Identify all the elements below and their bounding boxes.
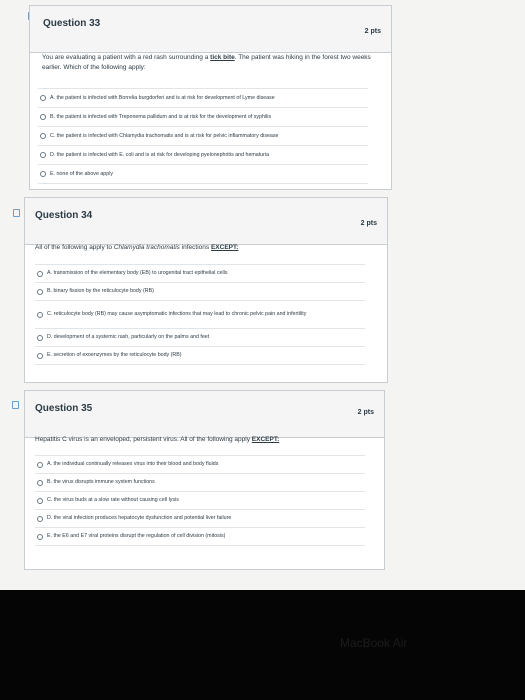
answer-option[interactable] bbox=[35, 329, 365, 347]
radio-icon[interactable] bbox=[37, 534, 43, 540]
prompt-except: EXCEPT: bbox=[210, 244, 239, 251]
answer-option[interactable] bbox=[35, 510, 365, 528]
question-card-34 bbox=[24, 197, 388, 383]
radio-icon[interactable] bbox=[40, 95, 46, 101]
radio-icon[interactable] bbox=[37, 289, 43, 295]
question-card-33 bbox=[29, 5, 392, 190]
answer-option[interactable] bbox=[35, 265, 365, 283]
question-card-35 bbox=[24, 390, 385, 570]
prompt-italic: Chlamydia trachomatis bbox=[113, 244, 180, 251]
radio-icon[interactable] bbox=[37, 335, 43, 341]
radio-icon[interactable] bbox=[37, 312, 43, 318]
prompt-text: . The patient was hiking in the forest two weeks earlier. Which of the following apply: bbox=[42, 54, 371, 71]
question-header bbox=[25, 198, 387, 245]
answer-text: C. reticulocyte body (RB) may cause asymptomatic infections that may lead to chronic pelvic pain and infertility bbox=[47, 311, 307, 317]
question-points: 2 pts bbox=[364, 28, 381, 35]
radio-icon[interactable] bbox=[40, 133, 46, 139]
question-title: Question 33 bbox=[43, 18, 101, 29]
answer-option[interactable] bbox=[38, 146, 368, 165]
prompt-text: Hepatitis C virus is an enveloped, persistent virus. All of the following apply bbox=[35, 436, 252, 443]
question-points: 2 pts bbox=[360, 220, 377, 227]
answer-option[interactable] bbox=[35, 347, 365, 365]
answer-option[interactable] bbox=[35, 528, 365, 546]
radio-icon[interactable] bbox=[40, 171, 46, 177]
answer-text: E. none of the above apply bbox=[50, 170, 114, 177]
answer-text: B. the patient is infected with Treponema pallidum and is at risk for the development of syphilis bbox=[50, 113, 272, 120]
answer-option[interactable] bbox=[38, 127, 368, 146]
radio-icon[interactable] bbox=[37, 498, 43, 504]
question-prompt bbox=[35, 243, 375, 253]
answer-text: E. the E6 and E7 viral proteins disrupt the regulation of cell division (mitosis) bbox=[47, 533, 226, 539]
answer-text: D. development of a systemic rash, particularly on the palms and feet bbox=[47, 334, 210, 340]
answer-text: C. the virus buds at a slow rate without causing cell lysis bbox=[47, 497, 179, 503]
question-prompt bbox=[42, 53, 372, 73]
answer-list bbox=[35, 455, 365, 546]
answer-option[interactable] bbox=[38, 89, 368, 108]
question-prompt bbox=[35, 435, 375, 445]
answer-list bbox=[38, 88, 368, 184]
radio-icon[interactable] bbox=[37, 353, 43, 359]
answer-text: D. the viral infection produces hepatocyte dysfunction and potential liver failure bbox=[47, 515, 232, 521]
answer-text: A. transmission of the elementary body (EB) to urogenital tract epithelial cells bbox=[47, 270, 228, 276]
radio-icon[interactable] bbox=[40, 114, 46, 120]
radio-icon[interactable] bbox=[37, 516, 43, 522]
radio-icon[interactable] bbox=[37, 480, 43, 486]
question-header bbox=[25, 391, 384, 438]
prompt-text: infections bbox=[179, 244, 211, 251]
prompt-link[interactable]: tick bite bbox=[210, 54, 235, 61]
answer-option[interactable] bbox=[35, 283, 365, 301]
answer-option[interactable] bbox=[35, 492, 365, 510]
answer-text: B. the virus disrupts immune system functions bbox=[47, 479, 155, 485]
flag-icon[interactable] bbox=[12, 401, 19, 409]
answer-text: B. binary fission by the reticulocyte body (RB) bbox=[47, 288, 154, 294]
flag-icon[interactable] bbox=[13, 209, 20, 217]
radio-icon[interactable] bbox=[37, 271, 43, 277]
laptop-bezel bbox=[0, 590, 525, 700]
question-points: 2 pts bbox=[357, 409, 374, 416]
answer-option[interactable] bbox=[35, 301, 365, 329]
device-label: MacBook Air bbox=[340, 636, 408, 650]
answer-text: C. the patient is infected with Chlamydia trachomatis and is at risk for pelvic inflammatory disease bbox=[50, 132, 279, 139]
radio-icon[interactable] bbox=[37, 462, 43, 468]
answer-option[interactable] bbox=[35, 456, 365, 474]
answer-option[interactable] bbox=[38, 108, 368, 127]
answer-text: E. secretion of exoenzymes by the reticulocyte body (RB) bbox=[47, 352, 182, 358]
answer-option[interactable] bbox=[38, 165, 368, 184]
question-title: Question 34 bbox=[35, 210, 93, 221]
prompt-text: All of the following apply to bbox=[35, 244, 114, 251]
question-header bbox=[30, 6, 391, 53]
answer-option[interactable] bbox=[35, 474, 365, 492]
answer-text: D. the patient is infected with E. coli and is at risk for developing pyelonephritis and hematuria bbox=[50, 151, 270, 158]
answer-list bbox=[35, 264, 365, 365]
answer-text: A. the patient is infected with Borrelia burgdorferi and is at risk for development of Lyme disease bbox=[50, 94, 275, 101]
answer-text: A. the individual continually releases virus into their blood and body fluids bbox=[47, 461, 219, 467]
question-title: Question 35 bbox=[35, 403, 93, 414]
prompt-text: You are evaluating a patient with a red rash surrounding a bbox=[42, 54, 211, 61]
prompt-except: EXCEPT: bbox=[251, 436, 280, 443]
radio-icon[interactable] bbox=[40, 152, 46, 158]
